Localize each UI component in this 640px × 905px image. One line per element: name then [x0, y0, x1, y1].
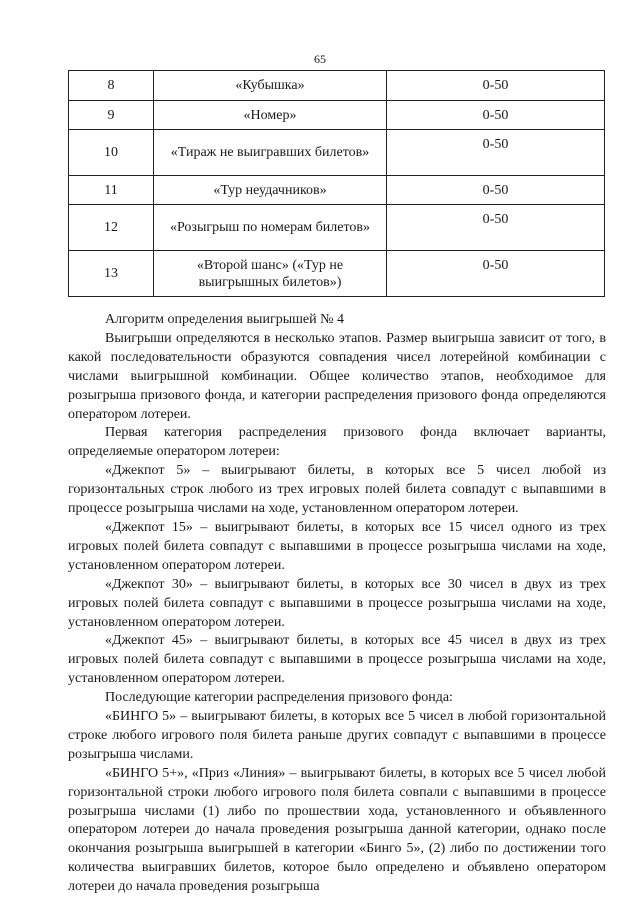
- paragraph: «Джекпот 15» – выигрывают билеты, в которых все 15 чисел одного из трех игровых полей билета совпадут с выпавшими в процессе розыгрыша числами на ходе, установленном оператором лотереи.: [68, 519, 606, 573]
- paragraph: «Джекпот 5» – выигрывают билеты, в которых все 5 чисел любой из горизонтальных строк любого из трех игровых полей билета совпадут с выпавшими в процессе розыгрыша числами на ходе, установленном оператором лотереи.: [68, 463, 606, 517]
- row-number: 13: [69, 251, 154, 297]
- page-number: 65: [314, 52, 326, 66]
- category-range: 0-50: [387, 130, 605, 176]
- category-name: «Номер»: [154, 101, 387, 130]
- category-name: «Тур неудачников»: [154, 176, 387, 205]
- paragraph: Первая категория распределения призового фонда включает варианты, определяемые оператором лотереи:: [68, 425, 606, 460]
- paragraph: Последующие категории распределения призового фонда:: [105, 690, 453, 706]
- category-name: «Кубышка»: [154, 71, 387, 101]
- table-row: [69, 71, 605, 101]
- table-row: [69, 130, 605, 176]
- row-number: 11: [69, 176, 154, 205]
- category-range: 0-50: [387, 101, 605, 130]
- paragraph: «БИНГО 5+», «Приз «Линия» – выигрывают билеты, в которых все 5 чисел любой горизонтальной строки любого игрового поля билета совпали с выпавшими в процессе розыгрыша числами (1) либо по прошествии хода, установленного и объявленного оператором лотереи до начала проведения розыгрыша данной категории, однако после окончания розыгрыша выигрышей в категории «Бинго 5», (2) либо по достижении того количества выигравших билетов, которое было определено и объявлено оператором лотереи до начала проведения розыгрыша: [68, 765, 606, 895]
- section-heading: Алгоритм определения выигрышей № 4: [105, 312, 344, 327]
- row-number: 9: [69, 101, 154, 130]
- category-name: «Тираж не выигравших билетов»: [154, 130, 387, 176]
- table-row: [69, 251, 605, 297]
- table-row: [69, 176, 605, 205]
- category-range: 0-50: [387, 205, 605, 251]
- prize-category-table: [68, 70, 605, 297]
- category-range: 0-50: [387, 71, 605, 101]
- paragraph: «Джекпот 30» – выигрывают билеты, в которых все 30 чисел в двух из трех игровых полей билета совпадут с выпавшими в процессе розыгрыша числами на ходе, установленном оператором лотереи.: [68, 576, 606, 630]
- table-row: [69, 101, 605, 130]
- category-range: 0-50: [387, 251, 605, 297]
- category-name: «Розыгрыш по номерам билетов»: [154, 205, 387, 251]
- paragraph: «БИНГО 5» – выигрывают билеты, в которых все 5 чисел в любой горизонтальной строке любого игрового поля билета раньше других совпадут с выпавшими в процессе розыгрыша числами.: [68, 709, 606, 762]
- row-number: 8: [69, 71, 154, 101]
- algorithm-text: [68, 311, 606, 897]
- row-number: 12: [69, 205, 154, 251]
- paragraph: Выигрыши определяются в несколько этапов. Размер выигрыша зависит от того, в какой последовательности образуются совпадения чисел лотерейной комбинации с числами выигрышной комбинации. Общее количество этапов, необходимое для розыгрыша призового фонда, и категории распределения призового фонда определяются оператором лотереи.: [68, 330, 606, 422]
- paragraph: «Джекпот 45» – выигрывают билеты, в которых все 45 чисел в двух из трех игровых полей билета совпадут с выпавшими в процессе розыгрыша числами на ходе, установленном оператором лотереи.: [68, 633, 606, 687]
- table-row: [69, 205, 605, 251]
- row-number: 10: [69, 130, 154, 176]
- category-range: 0-50: [387, 176, 605, 205]
- category-name: «Второй шанс» («Тур не выигрышных билетов»): [154, 251, 387, 297]
